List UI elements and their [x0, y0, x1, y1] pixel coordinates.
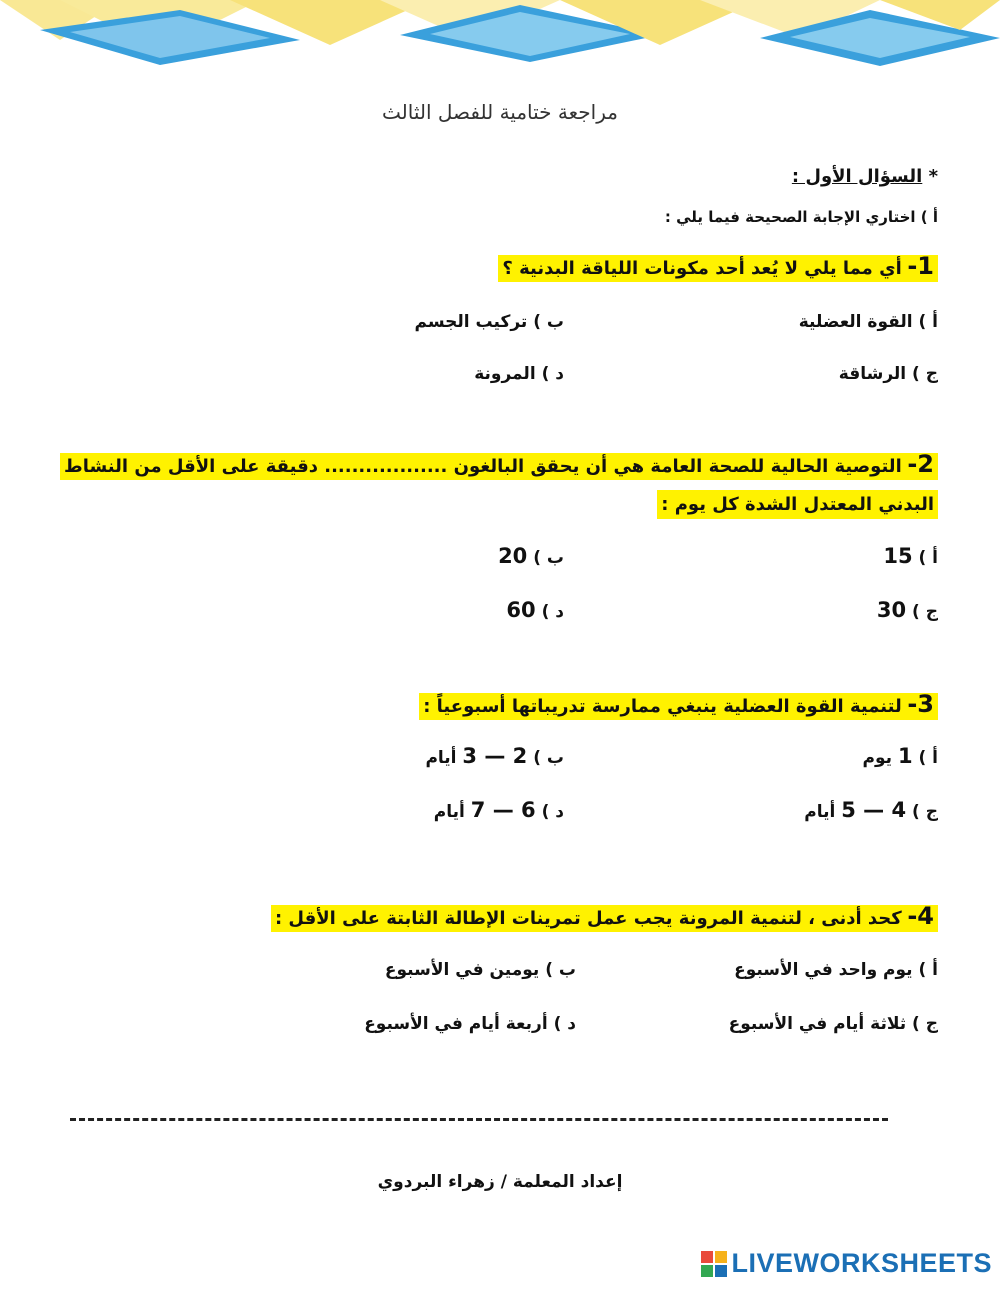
- question-4-text: كحد أدنى ، لتنمية المرونة يجب عمل تمرينات الإطالة الثابتة على الأقل :: [274, 908, 902, 929]
- question-2-highlight-1: [60, 450, 938, 480]
- liveworksheets-brand[interactable]: [701, 1248, 992, 1279]
- page-title: مراجعة ختامية للفصل الثالث: [382, 100, 618, 124]
- question-1: [498, 252, 938, 280]
- q4-option-b[interactable]: ب ) يومين في الأسبوع: [384, 960, 576, 980]
- q2-option-a[interactable]: أ ) 15: [883, 544, 938, 568]
- question-3-highlight: [419, 690, 938, 720]
- q2-option-c[interactable]: ج ) 30: [876, 598, 938, 622]
- question-2-text-2: البدني المعتدل الشدة كل يوم :: [657, 490, 938, 519]
- header-banner: [0, 0, 1000, 70]
- question-2-number: 2-: [907, 450, 934, 478]
- heading-star: *: [928, 166, 938, 187]
- author-credit: إعداد المعلمة / زهراء البردوي: [377, 1172, 623, 1192]
- q1-option-b[interactable]: ب ) تركيب الجسم: [414, 312, 564, 332]
- question-4-number: 4-: [907, 902, 934, 930]
- q3-option-d[interactable]: د ) 6 — 7 أيام: [433, 798, 564, 822]
- brand-name: LIVEWORKSHEETS: [731, 1248, 992, 1278]
- question-3: [419, 690, 938, 718]
- divider-line: [70, 1118, 888, 1121]
- section-heading: [792, 166, 938, 187]
- q1-option-d[interactable]: د ) المرونة: [474, 364, 564, 384]
- instruction-text: أ ) اختاري الإجابة الصحيحة فيما يلي :: [664, 208, 938, 226]
- q1-option-a[interactable]: أ ) القوة العضلية: [798, 312, 938, 332]
- question-3-number: 3-: [907, 690, 934, 718]
- question-3-text: لتنمية القوة العضلية ينبغي ممارسة تدريباتها أسبوعياً :: [423, 696, 902, 717]
- question-4: [271, 902, 938, 930]
- q4-option-a[interactable]: أ ) يوم واحد في الأسبوع: [734, 960, 938, 980]
- question-2-text-1: التوصية الحالية للصحة العامة هي أن يحقق البالغون .................. دقيقة على الأقل من النشاط: [64, 456, 902, 477]
- question-1-number: 1-: [907, 252, 934, 280]
- q4-option-d[interactable]: د ) أربعة أيام في الأسبوع: [364, 1014, 576, 1034]
- question-1-text: أي مما يلي لا يُعد أحد مكونات اللياقة البدنية ؟: [502, 258, 902, 279]
- q3-option-b[interactable]: ب ) 2 — 3 أيام: [425, 744, 564, 768]
- q4-option-c[interactable]: ج ) ثلاثة أيام في الأسبوع: [728, 1014, 938, 1034]
- question-2-line1: [60, 450, 938, 478]
- q1-option-c[interactable]: ج ) الرشاقة: [838, 364, 938, 384]
- question-4-highlight: [271, 902, 938, 932]
- q3-option-c[interactable]: ج ) 4 — 5 أيام: [804, 798, 938, 822]
- q2-option-b[interactable]: ب ) 20: [498, 544, 564, 568]
- liveworksheets-logo-icon: [701, 1251, 727, 1277]
- heading-text: السؤال الأول :: [791, 166, 923, 187]
- question-1-highlight: [498, 252, 938, 282]
- question-2-line2: [657, 494, 938, 515]
- q2-option-d[interactable]: د ) 60: [506, 598, 564, 622]
- q3-option-a[interactable]: أ ) 1 يوم: [862, 744, 938, 768]
